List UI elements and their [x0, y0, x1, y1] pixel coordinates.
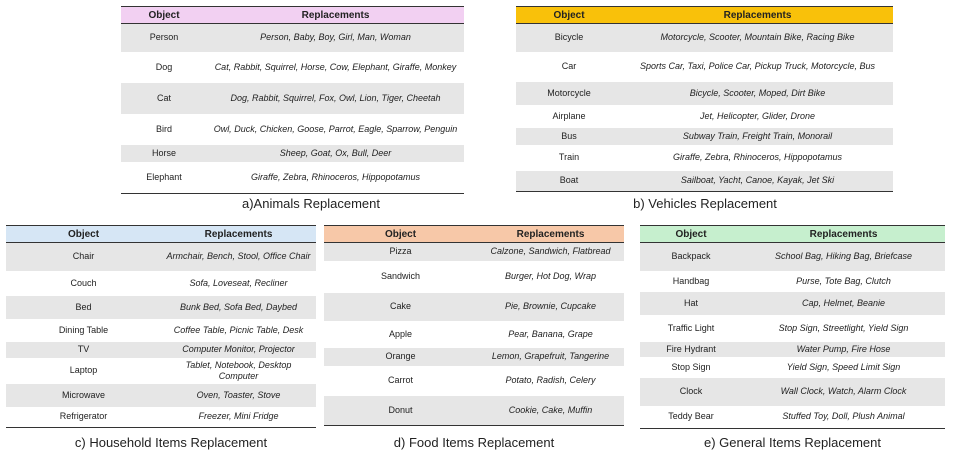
- table-header-row: [121, 7, 464, 24]
- replacements-column-header: Replacements: [477, 226, 624, 243]
- table-row: [6, 296, 316, 319]
- table-row: [324, 396, 624, 426]
- object-cell: TV: [6, 342, 161, 358]
- household-panel: [6, 225, 316, 428]
- table-header-row: [516, 7, 893, 24]
- table-header-row: [6, 226, 316, 243]
- table-row: [516, 24, 893, 52]
- replacements-cell: Dog, Rabbit, Squirrel, Fox, Owl, Lion, Tiger, Cheetah: [207, 83, 464, 114]
- table-row: [121, 162, 464, 194]
- table-row: [324, 261, 624, 293]
- replacements-cell: Water Pump, Fire Hose: [742, 342, 945, 357]
- object-cell: Orange: [324, 348, 477, 366]
- object-cell: Refrigerator: [6, 407, 161, 428]
- object-cell: Motorcycle: [516, 82, 622, 105]
- replacements-cell: Wall Clock, Watch, Alarm Clock: [742, 378, 945, 406]
- replacements-cell: Lemon, Grapefruit, Tangerine: [477, 348, 624, 366]
- replacements-cell: Sofa, Loveseat, Recliner: [189, 277, 288, 288]
- object-cell: Laptop: [69, 365, 98, 375]
- food-table: [324, 225, 624, 426]
- object-cell: Couch: [70, 277, 97, 288]
- object-cell: Handbag: [672, 275, 710, 286]
- replacements-cell: Person, Baby, Boy, Girl, Man, Woman: [207, 24, 464, 52]
- object-cell: Fire Hydrant: [640, 342, 742, 357]
- object-cell: Train: [558, 152, 580, 162]
- object-cell: Car: [561, 61, 577, 71]
- replacements-cell: Tablet, Notebook, Desktop Computer: [185, 359, 292, 381]
- replacements-cell: Motorcycle, Scooter, Mountain Bike, Racing Bike: [622, 24, 893, 52]
- table-row: [516, 52, 893, 82]
- object-column-header: Object: [324, 226, 477, 243]
- object-cell: Clock: [640, 378, 742, 406]
- table-row: [324, 321, 624, 348]
- object-cell: Chair: [6, 243, 161, 271]
- replacements-cell: School Bag, Hiking Bag, Briefcase: [742, 243, 945, 271]
- object-cell: Bus: [516, 128, 622, 145]
- table-header-row: [324, 226, 624, 243]
- object-cell: Boat: [516, 171, 622, 192]
- object-cell: Elephant: [121, 162, 207, 194]
- object-column-header: Object: [516, 7, 622, 24]
- table-row: [516, 105, 893, 128]
- table-row: [6, 271, 316, 296]
- object-cell: Microwave: [6, 384, 161, 407]
- household-table: [6, 225, 316, 428]
- object-column-header: Object: [121, 7, 207, 24]
- household-caption: c) Household Items Replacement: [74, 435, 268, 450]
- table-row: [516, 82, 893, 105]
- replacements-cell: Freezer, Mini Fridge: [161, 407, 316, 428]
- object-cell: Cat: [121, 83, 207, 114]
- food-panel: [324, 225, 624, 426]
- object-cell: Backpack: [640, 243, 742, 271]
- object-cell: Dining Table: [58, 324, 109, 335]
- replacements-cell: Purse, Tote Bag, Clutch: [796, 275, 891, 286]
- table-row: [640, 357, 945, 378]
- table-row: [640, 406, 945, 429]
- table-row: [516, 128, 893, 145]
- object-column-header: Object: [6, 226, 161, 243]
- replacements-cell: Stop Sign, Streetlight, Yield Sign: [778, 322, 909, 333]
- replacements-column-header: Replacements: [622, 7, 893, 24]
- object-column-header: Object: [640, 226, 742, 243]
- replacements-cell: Yield Sign, Speed Limit Sign: [786, 361, 901, 372]
- replacements-column-header: Replacements: [207, 7, 464, 24]
- object-cell: Traffic Light: [667, 322, 715, 333]
- vehicles-caption: b) Vehicles Replacement: [633, 196, 777, 211]
- replacements-cell: Potato, Radish, Celery: [505, 375, 596, 385]
- table-row: [121, 24, 464, 52]
- animals-caption: a)Animals Replacement: [241, 196, 380, 211]
- replacements-cell: Oven, Toaster, Stove: [161, 384, 316, 407]
- replacements-cell: Stuffed Toy, Doll, Plush Animal: [742, 406, 945, 429]
- table-header-row: [640, 226, 945, 243]
- replacements-column-header: Replacements: [742, 226, 945, 243]
- object-cell: Bicycle: [516, 24, 622, 52]
- replacements-cell: Cap, Helmet, Beanie: [742, 292, 945, 315]
- object-cell: Sandwich: [380, 271, 421, 281]
- object-cell: Apple: [388, 328, 413, 339]
- table-row: [640, 378, 945, 406]
- table-row: [324, 366, 624, 396]
- object-cell: Cake: [324, 293, 477, 321]
- replacements-cell: Coffee Table, Picnic Table, Desk: [173, 324, 304, 335]
- object-cell: Bed: [6, 296, 161, 319]
- replacements-cell: Cat, Rabbit, Squirrel, Horse, Cow, Elephant, Giraffe, Monkey: [214, 61, 457, 72]
- replacements-column-header: Replacements: [161, 226, 316, 243]
- table-row: [6, 358, 316, 384]
- object-cell: Airplane: [552, 110, 586, 121]
- replacements-cell: Sheep, Goat, Ox, Bull, Deer: [207, 145, 464, 162]
- vehicles-table: [516, 6, 893, 192]
- general-table: [640, 225, 945, 429]
- table-row: [121, 52, 464, 83]
- replacements-cell: Sports Car, Taxi, Police Car, Pickup Truck, Motorcycle, Bus: [639, 61, 876, 71]
- replacements-cell: Cookie, Cake, Muffin: [477, 396, 624, 426]
- table-row: [640, 292, 945, 315]
- vehicles-panel: [516, 6, 893, 192]
- table-row: [6, 319, 316, 342]
- table-row: [121, 114, 464, 145]
- table-row: [324, 348, 624, 366]
- object-cell: Person: [121, 24, 207, 52]
- object-cell: Teddy Bear: [640, 406, 742, 429]
- object-cell: Dog: [155, 61, 173, 72]
- replacements-cell: Bunk Bed, Sofa Bed, Daybed: [161, 296, 316, 319]
- replacements-cell: Giraffe, Zebra, Rhinoceros, Hippopotamus: [672, 152, 843, 162]
- object-cell: Stop Sign: [671, 361, 711, 372]
- table-row: [121, 83, 464, 114]
- general-panel: [640, 225, 945, 429]
- replacements-cell: Armchair, Bench, Stool, Office Chair: [161, 243, 316, 271]
- general-caption: e) General Items Replacement: [703, 435, 882, 450]
- table-row: [516, 171, 893, 192]
- replacements-cell: Owl, Duck, Chicken, Goose, Parrot, Eagle, Sparrow, Penguin: [213, 123, 458, 134]
- animals-panel: [121, 6, 464, 194]
- replacements-cell: Burger, Hot Dog, Wrap: [504, 271, 597, 281]
- table-row: [6, 243, 316, 271]
- table-row: [6, 342, 316, 358]
- animals-table: [121, 6, 464, 194]
- table-row: [640, 271, 945, 292]
- table-row: [516, 145, 893, 171]
- object-cell: Carrot: [387, 375, 413, 385]
- object-cell: Horse: [121, 145, 207, 162]
- object-cell: Pizza: [324, 243, 477, 261]
- table-row: [640, 243, 945, 271]
- food-caption: d) Food Items Replacement: [393, 435, 555, 450]
- object-cell: Hat: [640, 292, 742, 315]
- replacements-cell: Giraffe, Zebra, Rhinoceros, Hippopotamus: [207, 162, 464, 194]
- object-cell: Donut: [324, 396, 477, 426]
- table-row: [6, 407, 316, 428]
- replacements-cell: Pie, Brownie, Cupcake: [477, 293, 624, 321]
- replacements-cell: Computer Monitor, Projector: [161, 342, 316, 358]
- replacements-cell: Bicycle, Scooter, Moped, Dirt Bike: [622, 82, 893, 105]
- table-row: [640, 315, 945, 342]
- replacements-cell: Calzone, Sandwich, Flatbread: [477, 243, 624, 261]
- object-cell: Bird: [155, 123, 172, 134]
- replacements-cell: Sailboat, Yacht, Canoe, Kayak, Jet Ski: [622, 171, 893, 192]
- table-row: [324, 293, 624, 321]
- table-row: [640, 342, 945, 357]
- table-row: [121, 145, 464, 162]
- table-row: [324, 243, 624, 261]
- replacements-cell: Jet, Helicopter, Glider, Drone: [699, 110, 816, 121]
- replacements-cell: Pear, Banana, Grape: [508, 328, 593, 339]
- table-row: [6, 384, 316, 407]
- replacements-cell: Subway Train, Freight Train, Monorail: [622, 128, 893, 145]
